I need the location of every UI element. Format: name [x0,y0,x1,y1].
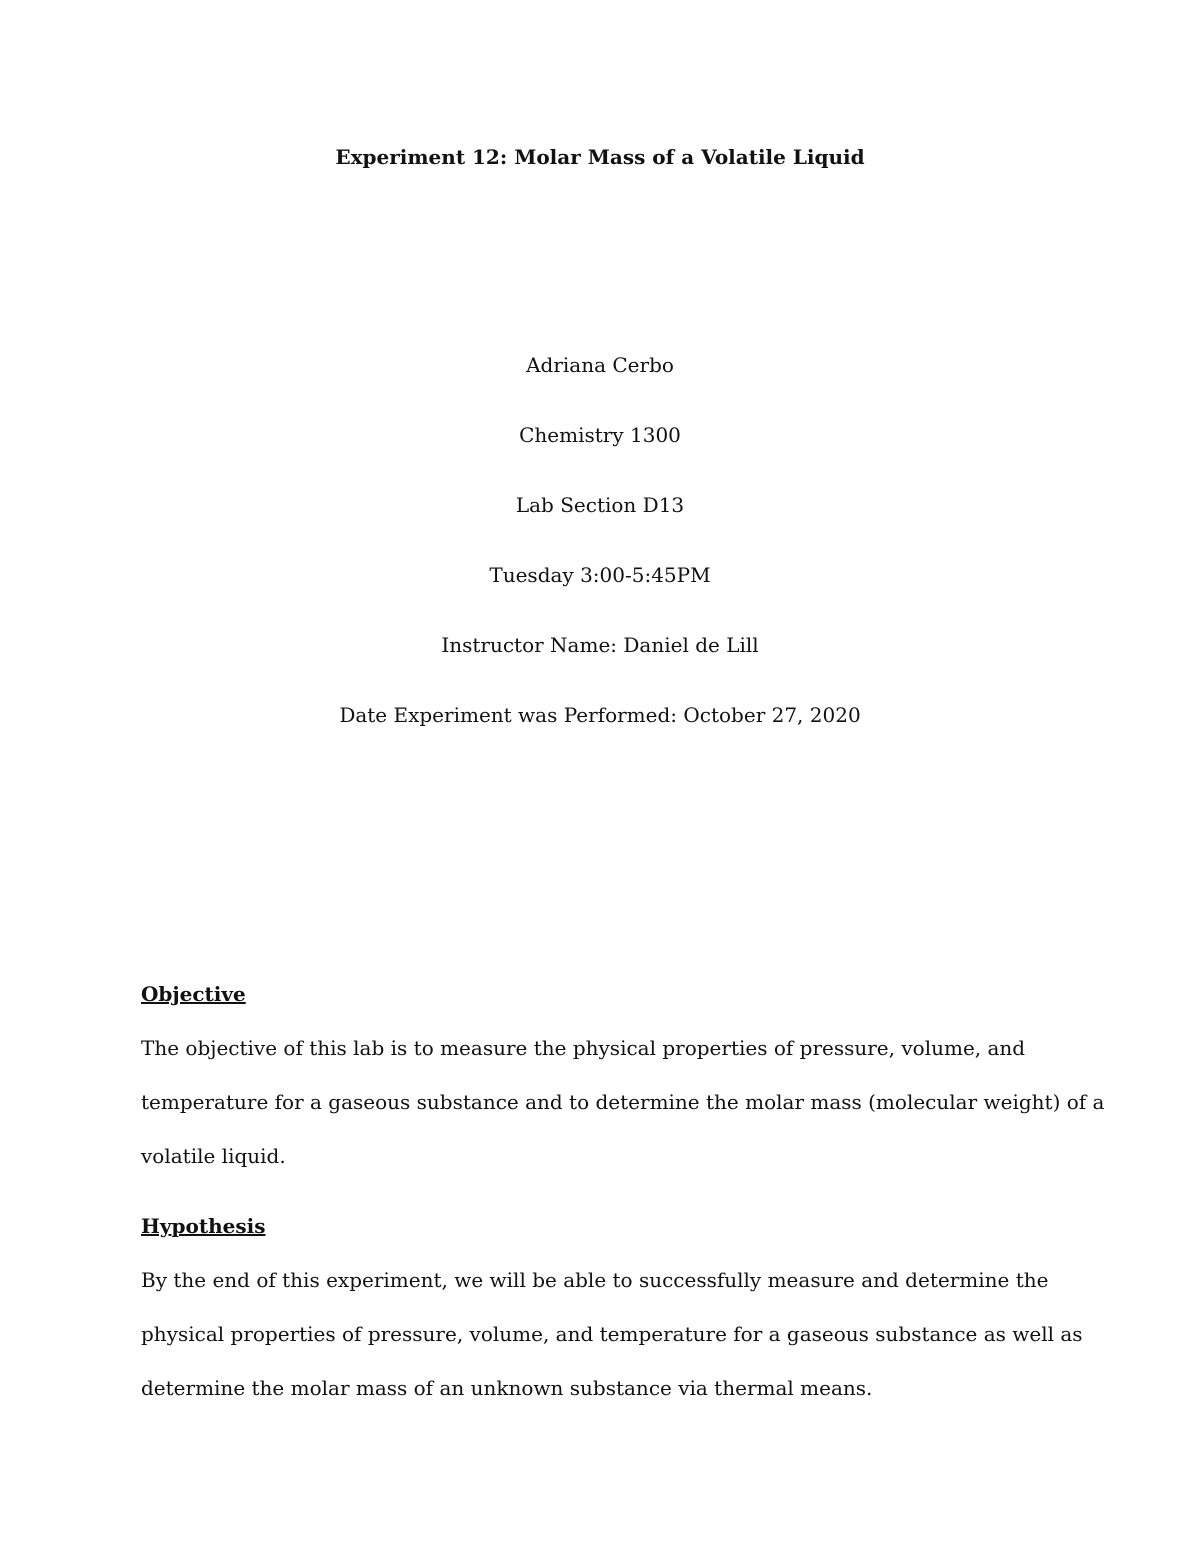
objective-line-3: volatile liquid. [141,1144,286,1168]
hypothesis-line-1: By the end of this experiment, we will be able to successfully measure and determine the [141,1268,1049,1292]
hypothesis-line-3: determine the molar mass of an unknown substance via thermal means. [141,1376,873,1400]
instructor-name: Instructor Name: Daniel de Lill [441,633,759,657]
course-name: Chemistry 1300 [519,423,681,447]
experiment-date: Date Experiment was Performed: October 27, 2020 [339,703,861,727]
objective-line-2: temperature for a gaseous substance and to determine the molar mass (molecular weight) of a [141,1090,1105,1114]
hypothesis-line-2: physical properties of pressure, volume, and temperature for a gaseous substance as well as [141,1322,1083,1346]
lab-time: Tuesday 3:00-5:45PM [489,563,711,587]
hypothesis-heading: Hypothesis [141,1214,266,1238]
author-name: Adriana Cerbo [526,353,674,377]
objective-line-1: The objective of this lab is to measure the physical properties of pressure, volume, and [141,1036,1026,1060]
objective-heading: Objective [141,982,246,1006]
lab-section: Lab Section D13 [515,493,685,517]
document-title: Experiment 12: Molar Mass of a Volatile Liquid [335,145,865,169]
